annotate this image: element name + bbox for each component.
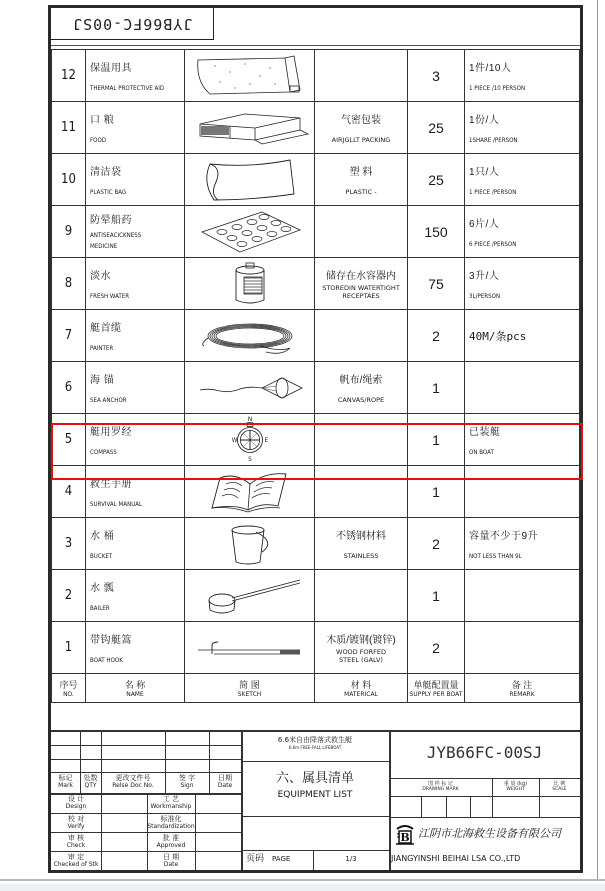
title-block	[51, 730, 580, 870]
item-remark-cell	[465, 102, 580, 154]
header-sketch: 简 图 SKETCH	[185, 674, 315, 703]
item-no: 10	[52, 154, 86, 206]
item-material-cn: 储存在水容器内	[326, 271, 396, 282]
scale-label: 比 例 SCALE	[552, 781, 567, 792]
table-row	[52, 518, 580, 570]
item-remark-cn: 已装艇	[469, 427, 501, 438]
bailer-icon	[188, 574, 312, 618]
page-value: 1/3	[345, 855, 357, 863]
item-remark-cell	[465, 570, 580, 622]
header-material: 材 料 MATERICAL	[315, 674, 408, 703]
item-sketch	[185, 362, 315, 414]
item-name-en: FRESH WATER	[90, 292, 130, 300]
company-name-en: JIANGYINSHI BEIHAI LSA CO.,LTD	[391, 854, 521, 863]
item-remark-cell	[465, 518, 580, 570]
item-no: 4	[52, 466, 86, 518]
item-material-cn: 木质/镀钢(镀锌)	[326, 635, 396, 646]
item-name-cn: 防晕船药	[90, 215, 132, 226]
water-can-icon	[188, 262, 312, 306]
table-row	[52, 102, 580, 154]
svg-text:B: B	[400, 831, 410, 844]
item-supply-qty: 1	[408, 466, 465, 518]
item-name-en: THERMAL PROTECTIVE AID	[90, 84, 165, 92]
item-sketch	[185, 466, 315, 518]
item-remark-en: 1 PIECE /PERSON	[469, 188, 517, 196]
item-name-en: SURVIVAL MANUAL	[90, 500, 143, 508]
table-row	[52, 414, 580, 466]
table-row	[52, 466, 580, 518]
item-sketch	[185, 50, 315, 102]
item-material-en: CANVAS/ROPE	[337, 396, 385, 404]
item-name	[86, 570, 185, 622]
workmanship-label: 工 艺 Workmanship	[150, 795, 192, 810]
item-name	[86, 622, 185, 674]
date2-label: 日 期 Date	[162, 853, 180, 868]
item-no: 8	[52, 258, 86, 310]
weight-label: 重 量 (kg) WEIGHT	[503, 781, 528, 792]
item-sketch	[185, 570, 315, 622]
item-remark: 40M/条pcs	[469, 329, 527, 343]
mark-label: 标记 Mark	[58, 774, 73, 789]
doc-no-label: 更改文件号 Relse Doc No.	[112, 774, 154, 789]
page-label: 页码 PAGE	[246, 854, 291, 864]
medicine-blister-icon	[188, 210, 312, 254]
plastic-bag-icon	[188, 158, 312, 202]
item-name	[86, 154, 185, 206]
table-row	[52, 362, 580, 414]
item-name	[86, 310, 185, 362]
item-remark-en: 6 PIECE /PERSON	[469, 240, 517, 248]
item-supply-qty: 1	[408, 570, 465, 622]
item-material-en: STOREDIN WATERTIGHT	[322, 284, 400, 292]
item-supply-qty: 75	[408, 258, 465, 310]
header-no: 序号 NO.	[52, 674, 86, 703]
item-name-cn: 艇首缆	[90, 323, 122, 334]
header-name: 名 称 NAME	[86, 674, 185, 703]
item-material-en: WOOD FORFED	[336, 648, 386, 656]
table-header-row	[52, 674, 580, 703]
company-logo-icon	[395, 823, 415, 847]
table-row	[52, 154, 580, 206]
item-name-cn: 带钩艇篙	[90, 635, 132, 646]
check-label: 审 核 Check	[66, 834, 86, 849]
item-material	[315, 258, 408, 310]
item-name-en: PLASTIC BAG	[90, 188, 127, 196]
item-name-en: ANTISEACICKNESS	[90, 231, 142, 239]
item-name-cn: 淡水	[90, 271, 111, 282]
drawing-sheet	[48, 5, 583, 873]
item-name-en: COMPASS	[90, 448, 117, 456]
header-supply: 单艇配置量 SUPPLY PER BOAT	[408, 674, 465, 703]
item-remark-cn: 3升/人	[469, 271, 500, 282]
item-supply-qty: 1	[408, 362, 465, 414]
item-supply-qty: 150	[408, 206, 465, 258]
item-name	[86, 102, 185, 154]
item-material-en: STAINLESS	[343, 552, 379, 560]
table-row	[52, 570, 580, 622]
item-name-en: PAINTER	[90, 344, 114, 352]
item-sketch	[185, 414, 315, 466]
item-material	[315, 622, 408, 674]
item-material	[315, 310, 408, 362]
item-sketch	[185, 154, 315, 206]
item-remark-cell	[465, 414, 580, 466]
item-name-cn: 保温用具	[90, 63, 132, 74]
item-name-cn: 口 粮	[90, 115, 115, 126]
item-material	[315, 518, 408, 570]
item-remark-cell	[465, 362, 580, 414]
item-remark-en: 3L/PERSON	[469, 292, 501, 300]
item-supply-qty: 3	[408, 50, 465, 102]
drawing-number-stamp	[51, 8, 214, 40]
item-name-en: BAILER	[90, 604, 110, 612]
table-row	[52, 310, 580, 362]
item-remark-cn: 1只/人	[469, 167, 500, 178]
item-remark-cn: 1份/人	[469, 115, 500, 126]
item-sketch	[185, 622, 315, 674]
page-edge	[597, 0, 598, 880]
table-row	[52, 206, 580, 258]
item-material	[315, 466, 408, 518]
verify-label: 校 对 Verify	[67, 815, 85, 830]
item-sketch	[185, 310, 315, 362]
item-material	[315, 414, 408, 466]
drawing-mark-label: 图 样 标 记 DRAWING MARK	[422, 781, 459, 792]
bucket-icon	[188, 522, 312, 566]
item-remark-cn: 1件/10人	[469, 63, 512, 74]
item-no: 6	[52, 362, 86, 414]
item-material-en: PLASTIC -	[345, 188, 377, 196]
item-remark-cell	[465, 258, 580, 310]
item-supply-qty: 1	[408, 414, 465, 466]
item-name	[86, 518, 185, 570]
item-name-cn: 艇用罗经	[90, 427, 132, 438]
list-title: 六、属具清单 EQUIPMENT LIST	[275, 771, 354, 800]
item-name	[86, 206, 185, 258]
item-material-en: AIRJGLLT PACKING	[331, 136, 391, 144]
item-name-en: SEA ANCHOR	[90, 396, 127, 404]
item-no: 3	[52, 518, 86, 570]
design-label: 设 计 Design	[65, 795, 87, 810]
item-name-en-line2: MEDICINE	[90, 242, 118, 250]
item-name	[86, 466, 185, 518]
item-name-cn: 海 锚	[90, 375, 115, 386]
table-row	[52, 258, 580, 310]
item-material-cn: 塑 料	[349, 167, 373, 178]
item-sketch	[185, 206, 315, 258]
item-remark-en: 1SHARE /PERSON	[469, 136, 518, 144]
item-material	[315, 50, 408, 102]
item-name-cn: 水 桶	[90, 531, 115, 542]
item-no: 1	[52, 622, 86, 674]
product-title: 6.6米自由降落式救生艇 6.6m FREE-FALL LIFEBOAT	[277, 736, 353, 750]
item-name	[86, 414, 185, 466]
item-remark-cell	[465, 310, 580, 362]
frame-line	[51, 45, 580, 46]
company-name-cn: 江阴市北海救生设备有限公司	[418, 827, 561, 840]
item-no: 11	[52, 102, 86, 154]
item-no: 9	[52, 206, 86, 258]
item-name-cn: 水 瓢	[90, 583, 115, 594]
item-material-en-line2: STEEL (GALV)	[339, 656, 383, 664]
item-supply-qty: 2	[408, 518, 465, 570]
item-name-en: BUCKET	[90, 552, 113, 560]
equipment-table	[51, 49, 580, 703]
sea-anchor-icon	[188, 366, 312, 410]
approved-label: 批 准 Approved	[156, 834, 186, 849]
sign-label: 签 字 Sign	[178, 774, 196, 789]
item-name	[86, 362, 185, 414]
checked-of-stk-label: 审 定 Checked of Stk	[53, 853, 99, 868]
rope-coil-icon	[188, 314, 312, 358]
item-sketch	[185, 102, 315, 154]
page-bottom-edge	[0, 879, 605, 881]
item-material	[315, 362, 408, 414]
item-no: 5	[52, 414, 86, 466]
item-sketch	[185, 518, 315, 570]
item-remark-cell	[465, 622, 580, 674]
item-remark-cell	[465, 50, 580, 102]
drawing-number-stamp-text: JYB66FC-00SJ	[71, 14, 193, 33]
item-material-cn: 帆布/绳索	[339, 375, 383, 386]
item-material	[315, 154, 408, 206]
item-no: 7	[52, 310, 86, 362]
item-supply-qty: 2	[408, 310, 465, 362]
item-name-en: BOAT HOOK	[90, 656, 123, 664]
item-remark-cn: 6片/人	[469, 219, 500, 230]
standardization-label: 标准化 Standardization	[147, 815, 195, 830]
qty-label: 处数 QTY	[83, 774, 98, 789]
item-remark-cell	[465, 154, 580, 206]
item-remark-cell	[465, 206, 580, 258]
header-remark: 备 注 REMARK	[465, 674, 580, 703]
item-material	[315, 570, 408, 622]
table-row	[52, 622, 580, 674]
item-remark-en: ON BOAT	[469, 448, 494, 456]
item-name	[86, 258, 185, 310]
boat-hook-icon	[188, 626, 312, 670]
item-material	[315, 206, 408, 258]
compass-icon	[188, 415, 312, 465]
thermal-aid-icon	[188, 54, 312, 98]
item-name-cn: 清洁袋	[90, 167, 122, 178]
table-row	[52, 50, 580, 102]
item-material-cn: 气密包装	[341, 115, 381, 126]
food-ration-icon	[188, 106, 312, 150]
item-name	[86, 50, 185, 102]
item-material-cn: 不锈钢材料	[336, 531, 386, 542]
item-supply-qty: 2	[408, 622, 465, 674]
item-sketch	[185, 258, 315, 310]
item-supply-qty: 25	[408, 102, 465, 154]
item-remark-en: NOT LESS THAN 9L	[469, 552, 522, 560]
item-remark-cell	[465, 466, 580, 518]
page-bottom-shadow	[0, 884, 605, 891]
drawing-number: JYB66FC-00SJ	[426, 743, 543, 762]
date-label: 日期 Date	[217, 774, 233, 789]
item-no: 2	[52, 570, 86, 622]
item-remark-cn: 容量不少于9升	[469, 531, 539, 542]
item-no: 12	[52, 50, 86, 102]
item-remark-en: 1 PIECE /10 PERSON	[469, 84, 526, 92]
item-material	[315, 102, 408, 154]
item-name-en: FOOD	[90, 136, 107, 144]
item-material-en-line2: RECEPTAES	[342, 292, 380, 300]
manual-book-icon	[188, 470, 312, 514]
item-name-cn: 救生手册	[90, 479, 132, 490]
item-supply-qty: 25	[408, 154, 465, 206]
